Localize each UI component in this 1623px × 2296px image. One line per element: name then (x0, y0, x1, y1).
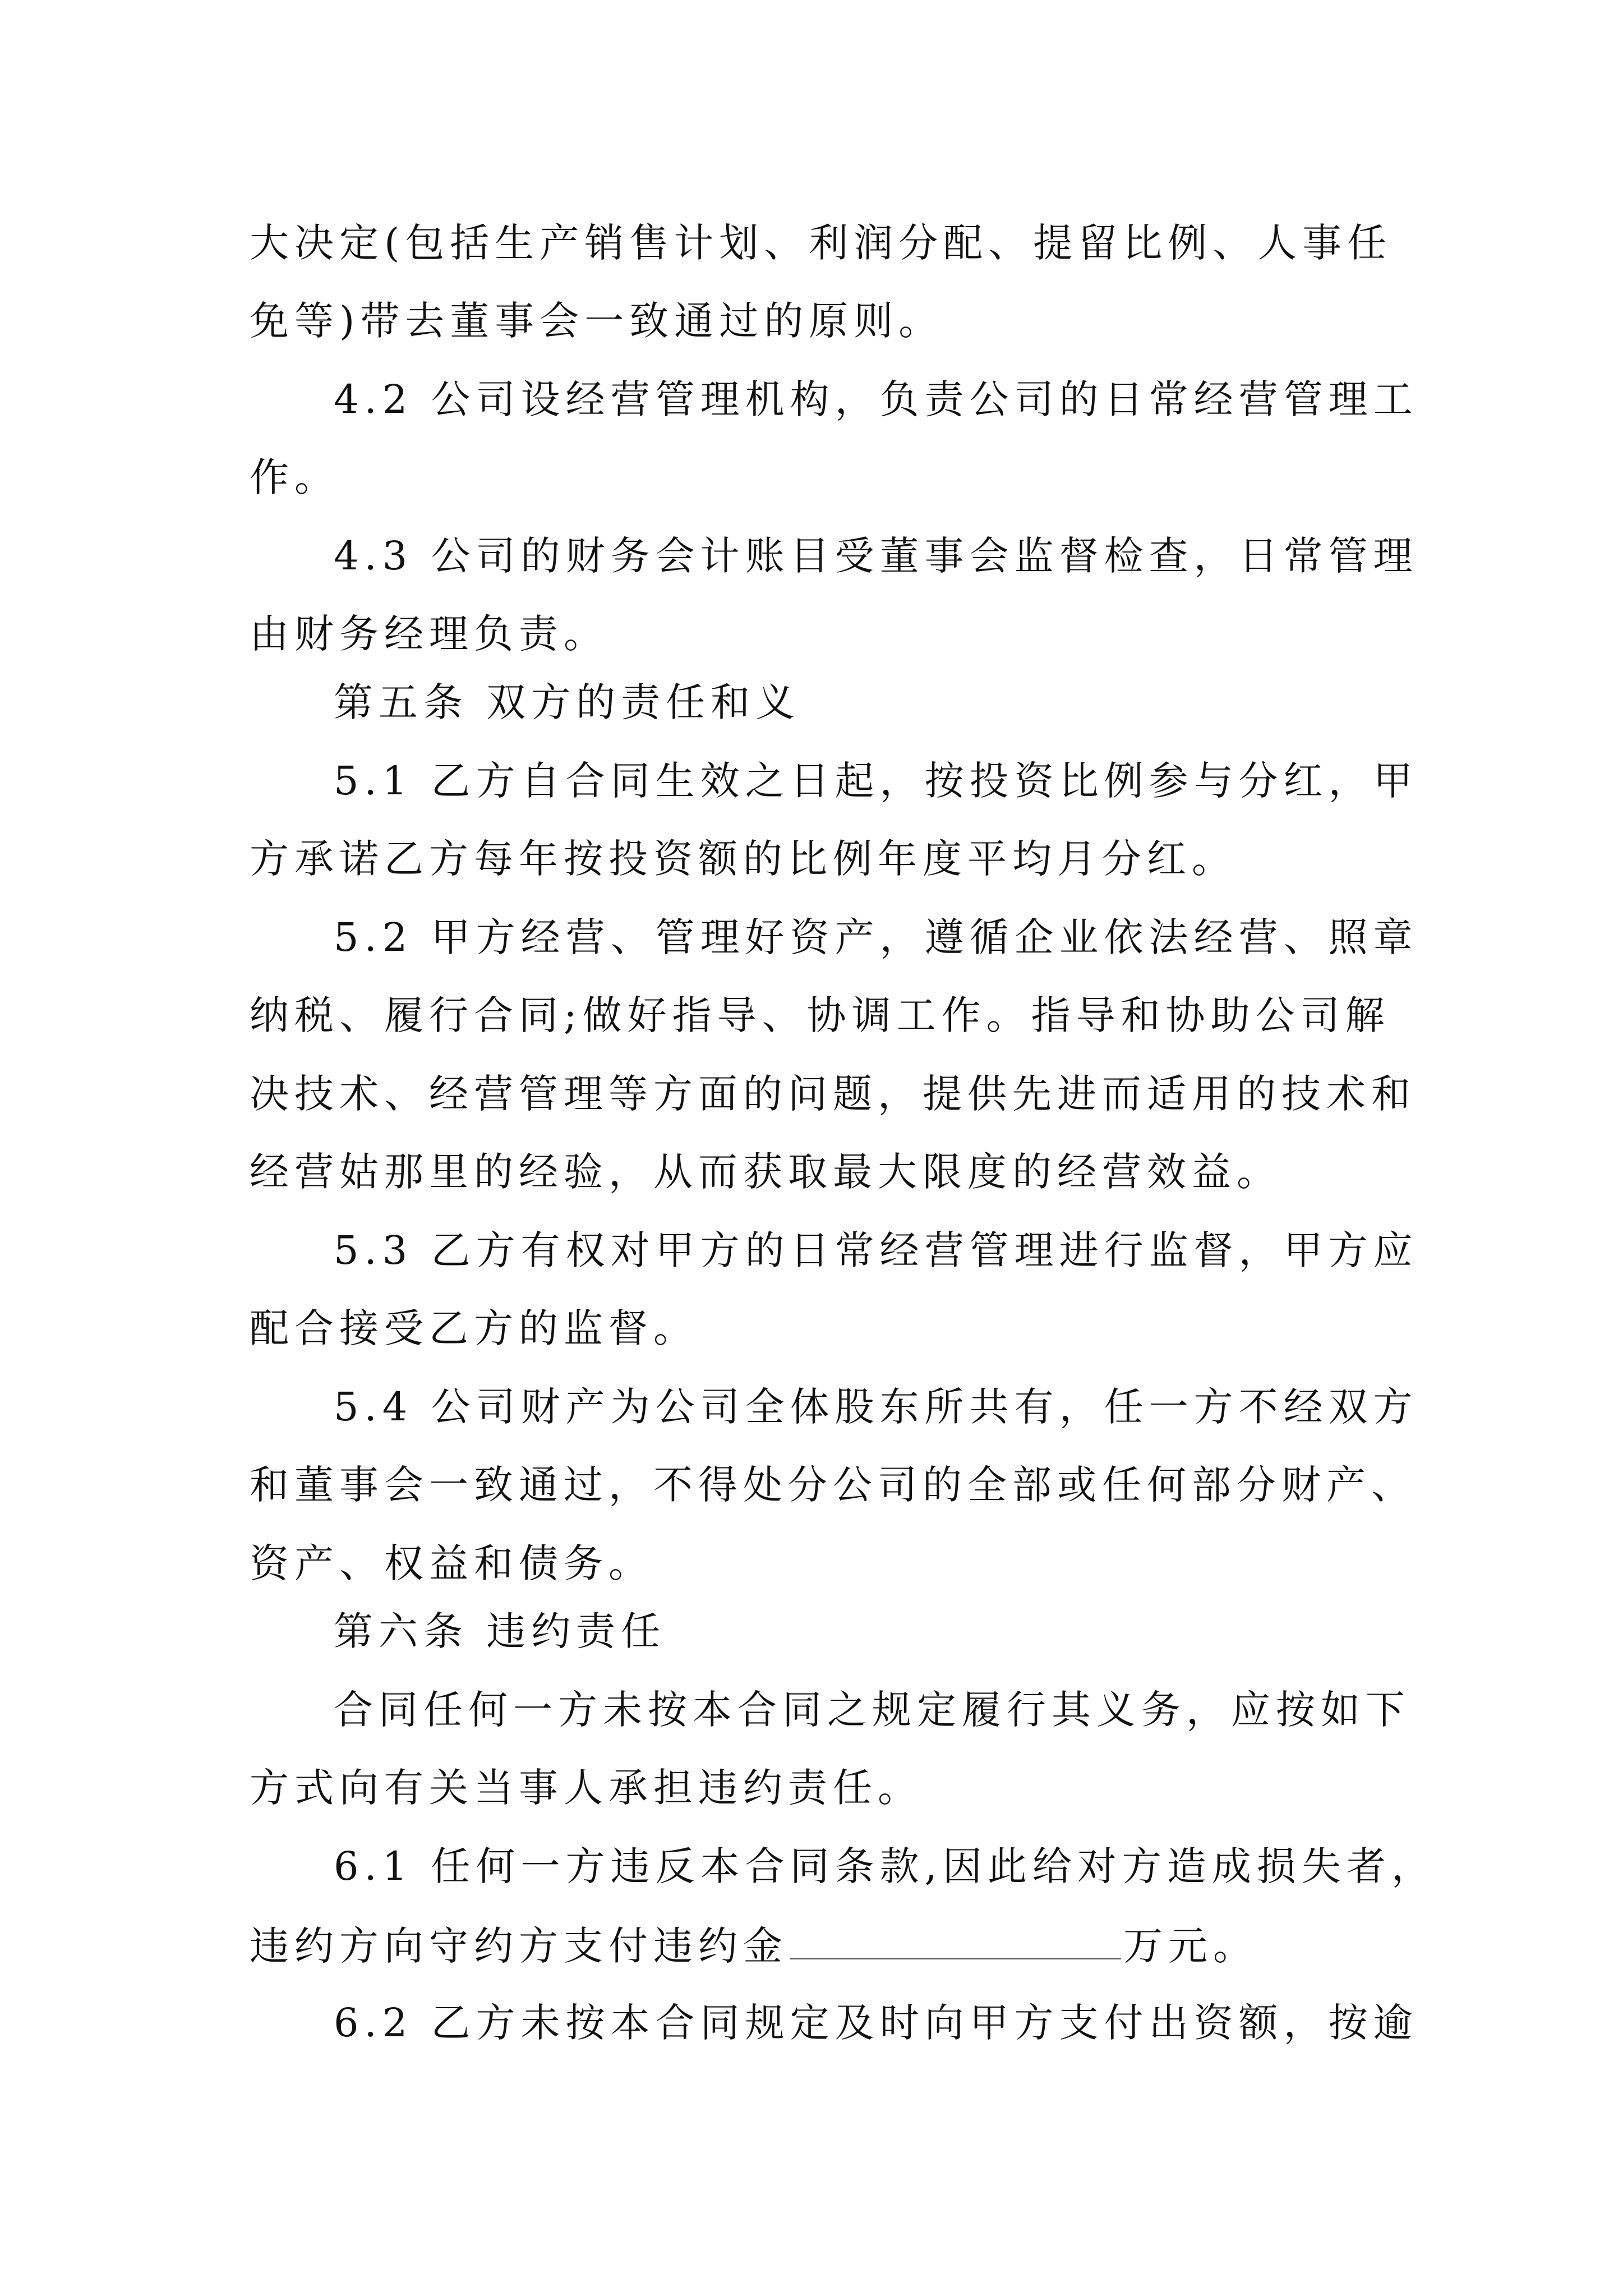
paragraph-line: 4.2 公司设经营管理机构，负责公司的日常经营管理工 (334, 376, 1418, 422)
section-heading: 第六条 违约责任 (334, 1608, 666, 1654)
paragraph-line: 免等)带去董事会一致通过的原则。 (250, 298, 944, 344)
paragraph-line: 方式向有关当事人承担违约责任。 (250, 1765, 923, 1811)
paragraph-line: 和董事会一致通过，不得处分公司的全部或任何部分财产、 (250, 1462, 1416, 1508)
paragraph-line: 5.2 甲方经营、管理好资产，遵循企业依法经营、照章 (334, 914, 1418, 960)
paragraph-line: 方承诺乙方每年按投资额的比例年度平均月分红。 (250, 836, 1237, 882)
paragraph-line: 6.1 任何一方违反本合同条款,因此给对方造成损失者， (334, 1843, 1436, 1889)
paragraph-line: 合同任何一方未按本合同之规定履行其义务，应按如下 (334, 1687, 1410, 1733)
line-text: 违约方向守约方支付违约金 (250, 1923, 788, 1969)
paragraph-line: 作。 (250, 454, 339, 500)
paragraph-line: 4.3 公司的财务会计账目受董事会监督检查，日常管理 (334, 533, 1418, 579)
amount-blank-field (790, 1919, 1121, 1959)
paragraph-line: 5.3 乙方有权对甲方的日常经营管理进行监督，甲方应 (334, 1227, 1418, 1273)
paragraph-line: 5.4 公司财产为公司全体股东所共有，任一方不经双方 (334, 1384, 1418, 1430)
paragraph-line: 配合接受乙方的监督。 (250, 1305, 698, 1351)
paragraph-line: 经营姑那里的经验，从而获取最大限度的经营效益。 (250, 1149, 1281, 1195)
paragraph-line: 由财务经理负责。 (250, 611, 608, 657)
paragraph-line: 资产、权益和债务。 (250, 1540, 653, 1586)
line-text: 万元。 (1123, 1923, 1258, 1969)
section-heading: 第五条 双方的责任和义 (334, 679, 801, 725)
paragraph-line: 纳税、履行合同;做好指导、协调工作。指导和协助公司解 (250, 992, 1390, 1038)
paragraph-line-with-blank (250, 1919, 1258, 1971)
paragraph-line: 5.1 乙方自合同生效之日起，按投资比例参与分红，甲 (334, 758, 1418, 804)
paragraph-line: 大决定(包括生产销售计划、利润分配、提留比例、人事任 (250, 220, 1393, 266)
paragraph-line: 6.2 乙方未按本合同规定及时向甲方支付出资额，按逾 (334, 2000, 1418, 2046)
paragraph-line: 决技术、经营管理等方面的问题，提供先进而适用的技术和 (250, 1071, 1416, 1117)
